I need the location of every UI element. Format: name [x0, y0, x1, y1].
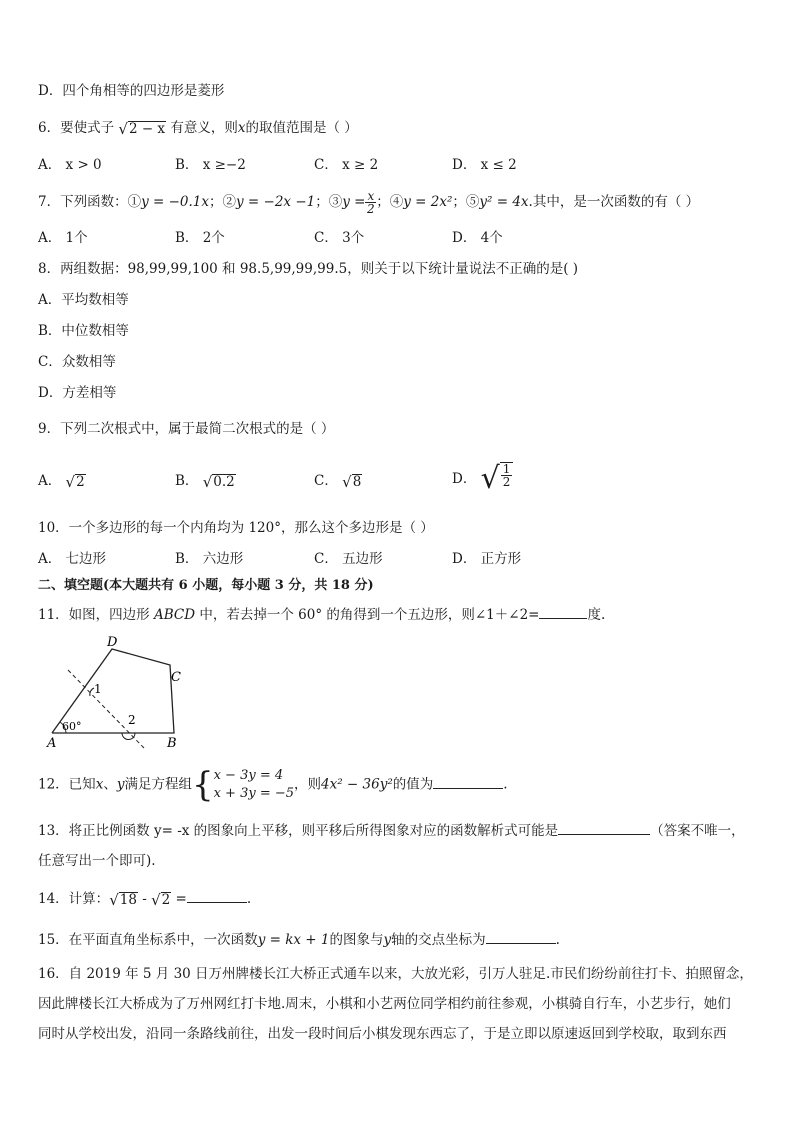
- q15-y: y: [383, 932, 392, 948]
- q15-mid: 的图象与: [329, 932, 384, 948]
- q12-eq1: x − 3y = 4: [213, 768, 284, 783]
- q14-minus: -: [137, 891, 152, 907]
- q6-var: x: [237, 120, 246, 136]
- q6-option-a: A． x > 0: [38, 157, 102, 173]
- question-11-stem: [38, 604, 605, 625]
- q7-pre: 7．下列函数：①: [38, 194, 142, 210]
- q12-y: y: [116, 776, 125, 793]
- q15-answer-blank[interactable]: [486, 929, 556, 944]
- q6-option-c: C． x ≥ 2: [314, 157, 379, 173]
- q7-sep2: ；②: [209, 194, 237, 210]
- q12-tail: .: [503, 776, 508, 793]
- q9-sqrt-c: √ 8: [342, 472, 362, 491]
- q10-option-d: D． 正方形: [452, 551, 522, 567]
- q9-frac-den: 2: [502, 475, 511, 489]
- q15-function: y = kx + 1: [257, 932, 330, 948]
- q8-option-b: B．中位数相等: [38, 323, 129, 339]
- q9-radicand-a: 2: [76, 473, 85, 490]
- q14-radicand-1: 18: [119, 891, 137, 908]
- q11-label-2: 2: [128, 713, 136, 727]
- q7-sep4: ；④: [376, 194, 404, 210]
- section-2-heading: 二、填空题(本大题共有 6 小题，每小题 3 分，共 18 分): [38, 578, 374, 593]
- q11-quad: ABCD: [153, 607, 196, 623]
- q7-option-b: B． 2个: [175, 230, 225, 246]
- question-15-stem: [38, 929, 560, 950]
- q9-option-c: [314, 471, 362, 491]
- question-6-stem: [38, 118, 358, 138]
- q12-mid: 、: [103, 776, 117, 793]
- question-12-stem: [38, 767, 508, 803]
- q12-post2: ，则: [294, 776, 322, 793]
- question-7-stem: [38, 190, 699, 215]
- q11-label-d: D: [107, 635, 118, 650]
- q7-f5: y² = 4x: [479, 194, 529, 210]
- q16-line-1: 16．自 2019 年 5 月 30 日万州牌楼长江大桥正式通车以来，大放光彩，引万人驻足.市民们纷纷前往打卡、拍照留念，: [38, 966, 753, 982]
- q12-post3: 的值为: [392, 776, 434, 793]
- q9-option-b: [175, 471, 236, 491]
- q7-option-a: A． 1个: [38, 230, 88, 246]
- q10-option-c: C． 五边形: [314, 551, 383, 567]
- q8-option-d: D．方差相等: [38, 385, 117, 401]
- q9-radicand-b: 0.2: [213, 473, 235, 490]
- q6-option-d: D． x ≤ 2: [452, 157, 517, 173]
- q7-f1: y = −0.1x: [141, 194, 210, 210]
- q7-f3-fraction: [365, 190, 376, 215]
- q9-sqrt-d: √ $\frac{1}{2}$: [481, 462, 514, 496]
- q11-label-1: 1: [94, 682, 102, 696]
- q13-line1a: 13．将正比例函数 y= -x 的图象向上平移，则平移后所得图象对应的函数解析式可能是: [38, 823, 559, 839]
- q6-sqrt: √ 2 − x: [118, 119, 166, 138]
- q7-post: .其中，是一次函数的有（ ）: [528, 194, 700, 210]
- q7-f3-den: 2: [367, 202, 375, 216]
- q11-tail: 度.: [587, 607, 606, 623]
- q7-option-d: D． 4个: [452, 230, 503, 246]
- q12-expr: 4x² − 36y²: [321, 776, 393, 793]
- q9-option-a: [38, 471, 86, 491]
- q6-post: 有意义，则: [170, 120, 238, 136]
- q15-post: 轴的交点坐标为: [391, 932, 486, 948]
- q6-radicand: 2 − x: [128, 120, 166, 137]
- q9-label-d: D．: [452, 471, 477, 487]
- q9-sqrt-b: √ 0.2: [202, 472, 235, 491]
- q14-radicand-2: 2: [161, 891, 171, 908]
- q6-pre: 6．要使式子: [38, 120, 115, 136]
- q12-pre: 12．已知: [38, 776, 96, 793]
- q11-cut-line: [68, 670, 144, 748]
- q11-answer-blank[interactable]: [539, 604, 587, 619]
- q12-answer-blank[interactable]: [433, 774, 503, 789]
- q10-option-a: A． 七边形: [38, 551, 107, 567]
- q12-eq2: x + 3y = −5: [213, 786, 295, 801]
- question-13-line-2: 任意写出一个即可).: [38, 853, 156, 869]
- q11-pre: 11．如图，四边形: [38, 607, 154, 623]
- q7-f2: y = −2x −1: [236, 194, 316, 210]
- q11-label-c: C: [171, 670, 181, 685]
- q6-option-b: B． x ≥−2: [175, 157, 246, 173]
- q7-sep3: ；③: [315, 194, 343, 210]
- q7-sep5: ；⑤: [452, 194, 480, 210]
- q11-label-60: 60°: [62, 720, 82, 733]
- q16-line-2: 因此牌楼长江大桥成为了万州网红打卡地.周末，小棋和小艺两位同学相约前往参观，小棋骑自行车，小艺步行，她们: [38, 996, 731, 1012]
- question-10-stem: 10．一个多边形的每一个内角均为 120°，那么这个多边形是（ ）: [38, 520, 434, 536]
- question-8-stem: 8．两组数据：98,99,99,100 和 98.5,99,99,99.5，则关于以下统计量说法不正确的是( ): [38, 261, 579, 277]
- q8-option-a: A．平均数相等: [38, 292, 129, 308]
- q12-post: 满足方程组: [124, 776, 192, 793]
- q7-f4: y = 2x²: [403, 194, 453, 210]
- q9-radicand-c: 8: [352, 473, 362, 490]
- q7-f3-num: x: [367, 189, 375, 203]
- q14-eq: =: [171, 891, 187, 907]
- q8-option-c: C．众数相等: [38, 354, 116, 370]
- q11-quadrilateral-figure: [40, 630, 200, 752]
- q7-f3-lhs: y =: [342, 194, 366, 210]
- q9-sqrt-a: √ 2: [65, 472, 85, 491]
- q10-option-b: B． 六边形: [175, 551, 244, 567]
- question-14-stem: [38, 888, 251, 909]
- q14-pre: 14．计算：: [38, 891, 110, 907]
- q14-tail: .: [246, 891, 252, 907]
- q13-answer-blank[interactable]: [558, 820, 650, 835]
- q6-post2: 的取值范围是（ ）: [245, 120, 358, 136]
- q9-frac-num: 1: [502, 462, 511, 476]
- q15-pre: 15．在平面直角坐标系中，一次函数: [38, 932, 258, 948]
- q16-line-3: 同时从学校出发，沿同一条路线前往，出发一段时间后小棋发现东西忘了，于是立即以原速返回到学校取，取到东西: [38, 1026, 727, 1042]
- q9-fraction-d: [501, 463, 513, 488]
- q9-option-d: [452, 462, 513, 496]
- q9-label-c: C．: [314, 473, 338, 489]
- q12-equation-system: { x − 3y = 4 x + 3y = −5: [191, 765, 295, 805]
- q11-label-b: B: [167, 736, 177, 751]
- q11-label-a: A: [47, 736, 57, 751]
- q13-line1b: （答案不唯一，: [650, 823, 745, 839]
- q5-option-d: D．四个角相等的四边形是菱形: [38, 83, 225, 99]
- q15-tail: .: [555, 932, 560, 948]
- question-13-line-1: [38, 820, 745, 841]
- q9-label-a: A．: [38, 473, 62, 489]
- q12-x: x: [95, 776, 104, 793]
- q11-post: 中，若去掉一个 60° 的角得到一个五边形，则∠1＋∠2=: [195, 607, 540, 623]
- question-16-stem: [38, 959, 760, 1049]
- question-9-stem: 9．下列二次根式中，属于最简二次根式的是（ ）: [38, 421, 335, 437]
- q14-answer-blank[interactable]: [187, 888, 247, 903]
- q7-option-c: C． 3个: [314, 230, 365, 246]
- q14-sqrt-18: √ 18: [109, 890, 137, 909]
- q9-label-b: B．: [175, 473, 199, 489]
- q14-sqrt-2: √ 2: [151, 890, 171, 909]
